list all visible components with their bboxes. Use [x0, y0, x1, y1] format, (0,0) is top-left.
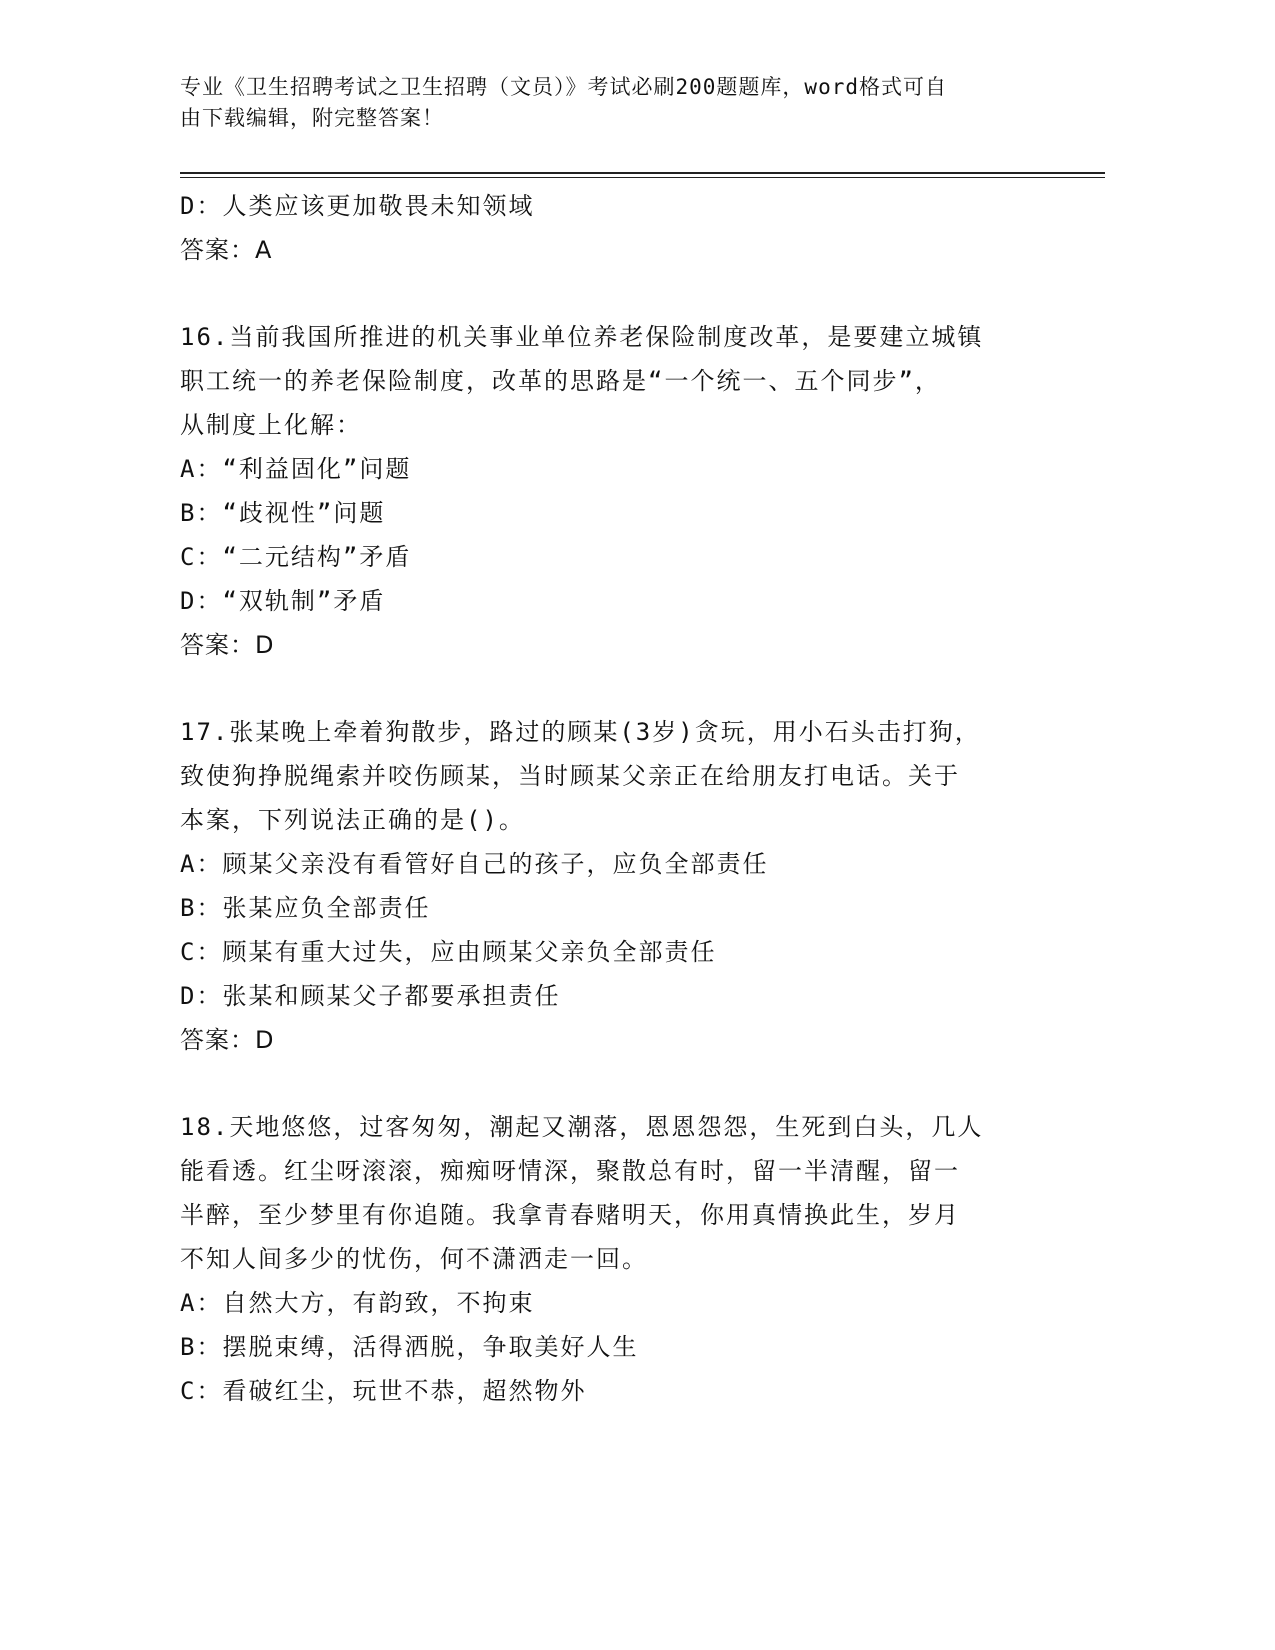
question-stem-line: 17.张某晚上牵着狗散步，路过的顾某(3岁)贪玩，用小石头击打狗， [180, 718, 981, 746]
option-c: C：顾某有重大过失，应由顾某父亲负全部责任 [180, 938, 717, 966]
question-18 [180, 1105, 1060, 1413]
answer-line: 答案：D [180, 1026, 275, 1054]
option-b: B：摆脱束缚，活得洒脱，争取美好人生 [180, 1333, 639, 1361]
answer-line: 答案：D [180, 631, 275, 659]
document-header [180, 72, 1060, 134]
previous-question-tail [180, 184, 1060, 272]
option-d: D：人类应该更加敬畏未知领域 [180, 192, 535, 220]
option-a: A：顾某父亲没有看管好自己的孩子，应负全部责任 [180, 850, 769, 878]
answer-line: 答案：A [180, 236, 273, 264]
option-b: B：“歧视性”问题 [180, 499, 386, 527]
question-17 [180, 710, 1060, 1062]
option-d: D：“双轨制”矛盾 [180, 587, 386, 615]
header-line-2: 由下载编辑，附完整答案！ [180, 106, 444, 130]
question-list [180, 184, 1060, 1413]
option-d: D：张某和顾某父子都要承担责任 [180, 982, 561, 1010]
question-stem-line: 18.天地悠悠，过客匆匆，潮起又潮落，恩恩怨怨，生死到白头，几人 [180, 1113, 984, 1141]
question-stem-line: 致使狗挣脱绳索并咬伤顾某，当时顾某父亲正在给朋友打电话。关于 [180, 762, 960, 790]
question-stem-line: 能看透。红尘呀滚滚，痴痴呀情深，聚散总有时，留一半清醒，留一 [180, 1157, 960, 1185]
question-stem-line: 本案，下列说法正确的是()。 [180, 806, 525, 834]
header-divider-thick [180, 172, 1105, 174]
option-a: A：自然大方，有韵致，不拘束 [180, 1289, 535, 1317]
option-a: A：“利益固化”问题 [180, 455, 412, 483]
question-stem-line: 从制度上化解： [180, 411, 362, 439]
option-b: B：张某应负全部责任 [180, 894, 431, 922]
question-stem-line: 职工统一的养老保险制度，改革的思路是“一个统一、五个同步”， [180, 367, 941, 395]
option-c: C：看破红尘，玩世不恭，超然物外 [180, 1377, 587, 1405]
question-16 [180, 315, 1060, 667]
header-divider-thin [180, 177, 1105, 178]
question-stem-line: 不知人间多少的忧伤，何不潇洒走一回。 [180, 1245, 648, 1273]
header-line-1: 专业《卫生招聘考试之卫生招聘（文员）》考试必刷200题题库，word格式可自 [180, 75, 947, 99]
option-c: C：“二元结构”矛盾 [180, 543, 412, 571]
question-stem-line: 半醉，至少梦里有你追随。我拿青春赌明天，你用真情换此生，岁月 [180, 1201, 960, 1229]
question-stem-line: 16.当前我国所推进的机关事业单位养老保险制度改革，是要建立城镇 [180, 323, 984, 351]
